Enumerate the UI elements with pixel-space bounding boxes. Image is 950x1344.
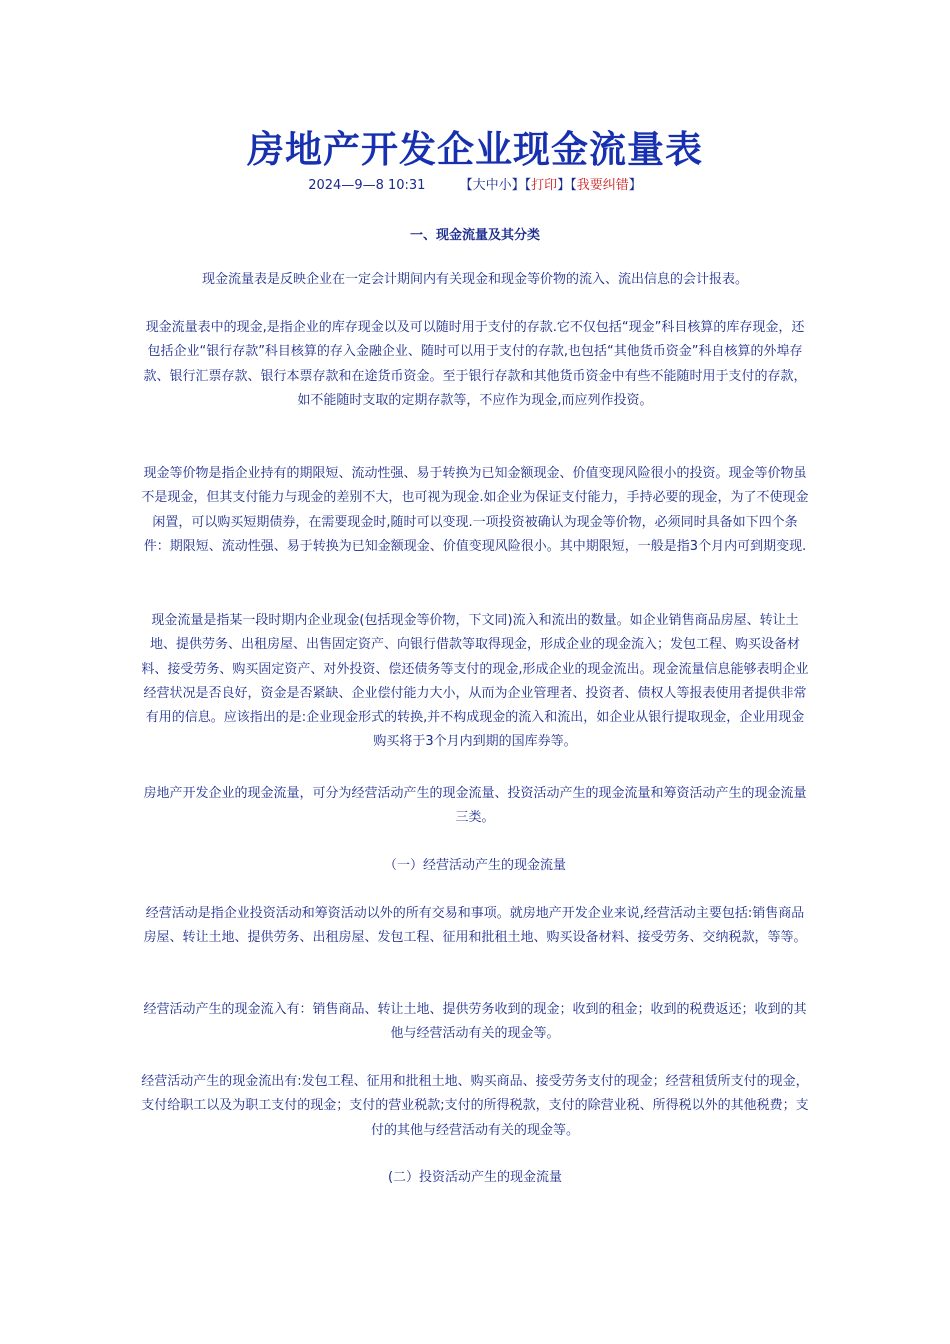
print-bracket-close: 】 [557,178,571,193]
paragraph: 经营活动是指企业投资活动和筹资活动以外的所有交易和事项。就房地产开发企业来说,经营活动主要包括:销售商品房屋、转让土地、提供劳务、出租房屋、发包工程、征用和批租土地、购买设备材料、接受劳务、交纳税款，等等。 [143,906,807,946]
font-size-control[interactable] [460,178,525,193]
paragraph: 现金等价物是指企业持有的期限短、流动性强、易于转换为已知金额现金、价值变现风险很小的投资。现金等价物虽不是现金，但其支付能力与现金的差别不大，也可视为现金.如企业为保证支付能力，手持必要的现金，为了不使现金闲置，可以购买短期债券，在需要现金时,随时可以变现.一项投资被确认为现金等价物，必须同时具备如下四个条件：期限短、流动性强、易于转换为已知金额现金、价值变现风险很小。其中期限短，一般是指3个月内可到期变现. [141,466,809,554]
publish-date: 2024—9—8 10:31 [308,178,426,193]
article-meta-bar [0,176,950,196]
report-bracket-open: 【 [570,178,577,193]
subsection-heading: (二）投资活动产生的现金流量 [387,1170,563,1185]
print-control[interactable] [525,178,571,193]
font-size-link[interactable]: 大中小 [472,178,512,193]
report-error-link[interactable]: 我要纠错 [576,178,629,193]
paragraph: 房地产开发企业的现金流量，可分为经营活动产生的现金流量、投资活动产生的现金流量和筹资活动产生的现金流量三类。 [143,786,807,826]
paragraph: 经营活动产生的现金流出有:发包工程、征用和批租土地、购买商品、接受劳务支付的现金；经营租赁所支付的现金，支付给职工以及为职工支付的现金；支付的营业税款;支付的所得税款，支付的除营业税、所得税以外的其他税费；支付的其他与经营活动有关的现金等。 [141,1074,809,1138]
font-size-bracket-open: 【 [459,178,473,193]
section-heading: 一、现金流量及其分类 [409,228,540,243]
report-bracket-close: 】 [628,178,642,193]
paragraph: 经营活动产生的现金流入有：销售商品、转让土地、提供劳务收到的现金；收到的租金；收到的税费返还；收到的其他与经营活动有关的现金等。 [143,1002,807,1042]
paragraph: 现金流量是指某一段时期内企业现金(包括现金等价物，下文同)流入和流出的数量。如企业销售商品房屋、转让土地、提供劳务、出租房屋、出售固定资产、向银行借款等取得现金，形成企业的现金流入；发包工程、购买设备材料、接受劳务、购买固定资产、对外投资、偿还债务等支付的现金,形成企业的现金流出。现金流量信息能够表明企业经营状况是否良好，资金是否紧缺、企业偿付能力大小，从而为企业管理者、投资者、债权人等报表使用者提供非常有用的信息。应该指出的是:企业现金形式的转换,并不构成现金的流入和流出，如企业从银行提取现金，企业用现金购买将于3个月内到期的国库券等。 [141,613,809,750]
font-size-bracket-close: 】 [511,178,525,193]
print-link[interactable]: 打印 [531,178,558,193]
subsection-heading: （一）经营活动产生的现金流量 [383,858,566,873]
print-bracket-open: 【 [524,178,532,193]
article-title: 房地产开发企业现金流量表 [247,128,703,171]
paragraph: 现金流量表中的现金,是指企业的库存现金以及可以随时用于支付的存款.它不仅包括“现金”科目核算的库存现金，还包括企业“银行存款”科目核算的存入金融企业、随时可以用于支付的存款,也包括“其他货币资金”科自核算的外埠存款、银行汇票存款、银行本票存款和在途货币资金。至于银行存款和其他货币资金中有些不能随时用于支付的存款，如不能随时支取的定期存款等，不应作为现金,而应列作投资。 [143,320,807,408]
paragraph: 现金流量表是反映企业在一定会计期间内有关现金和现金等价物的流入、流出信息的会计报表。 [201,272,748,287]
report-error-control[interactable] [570,178,642,193]
